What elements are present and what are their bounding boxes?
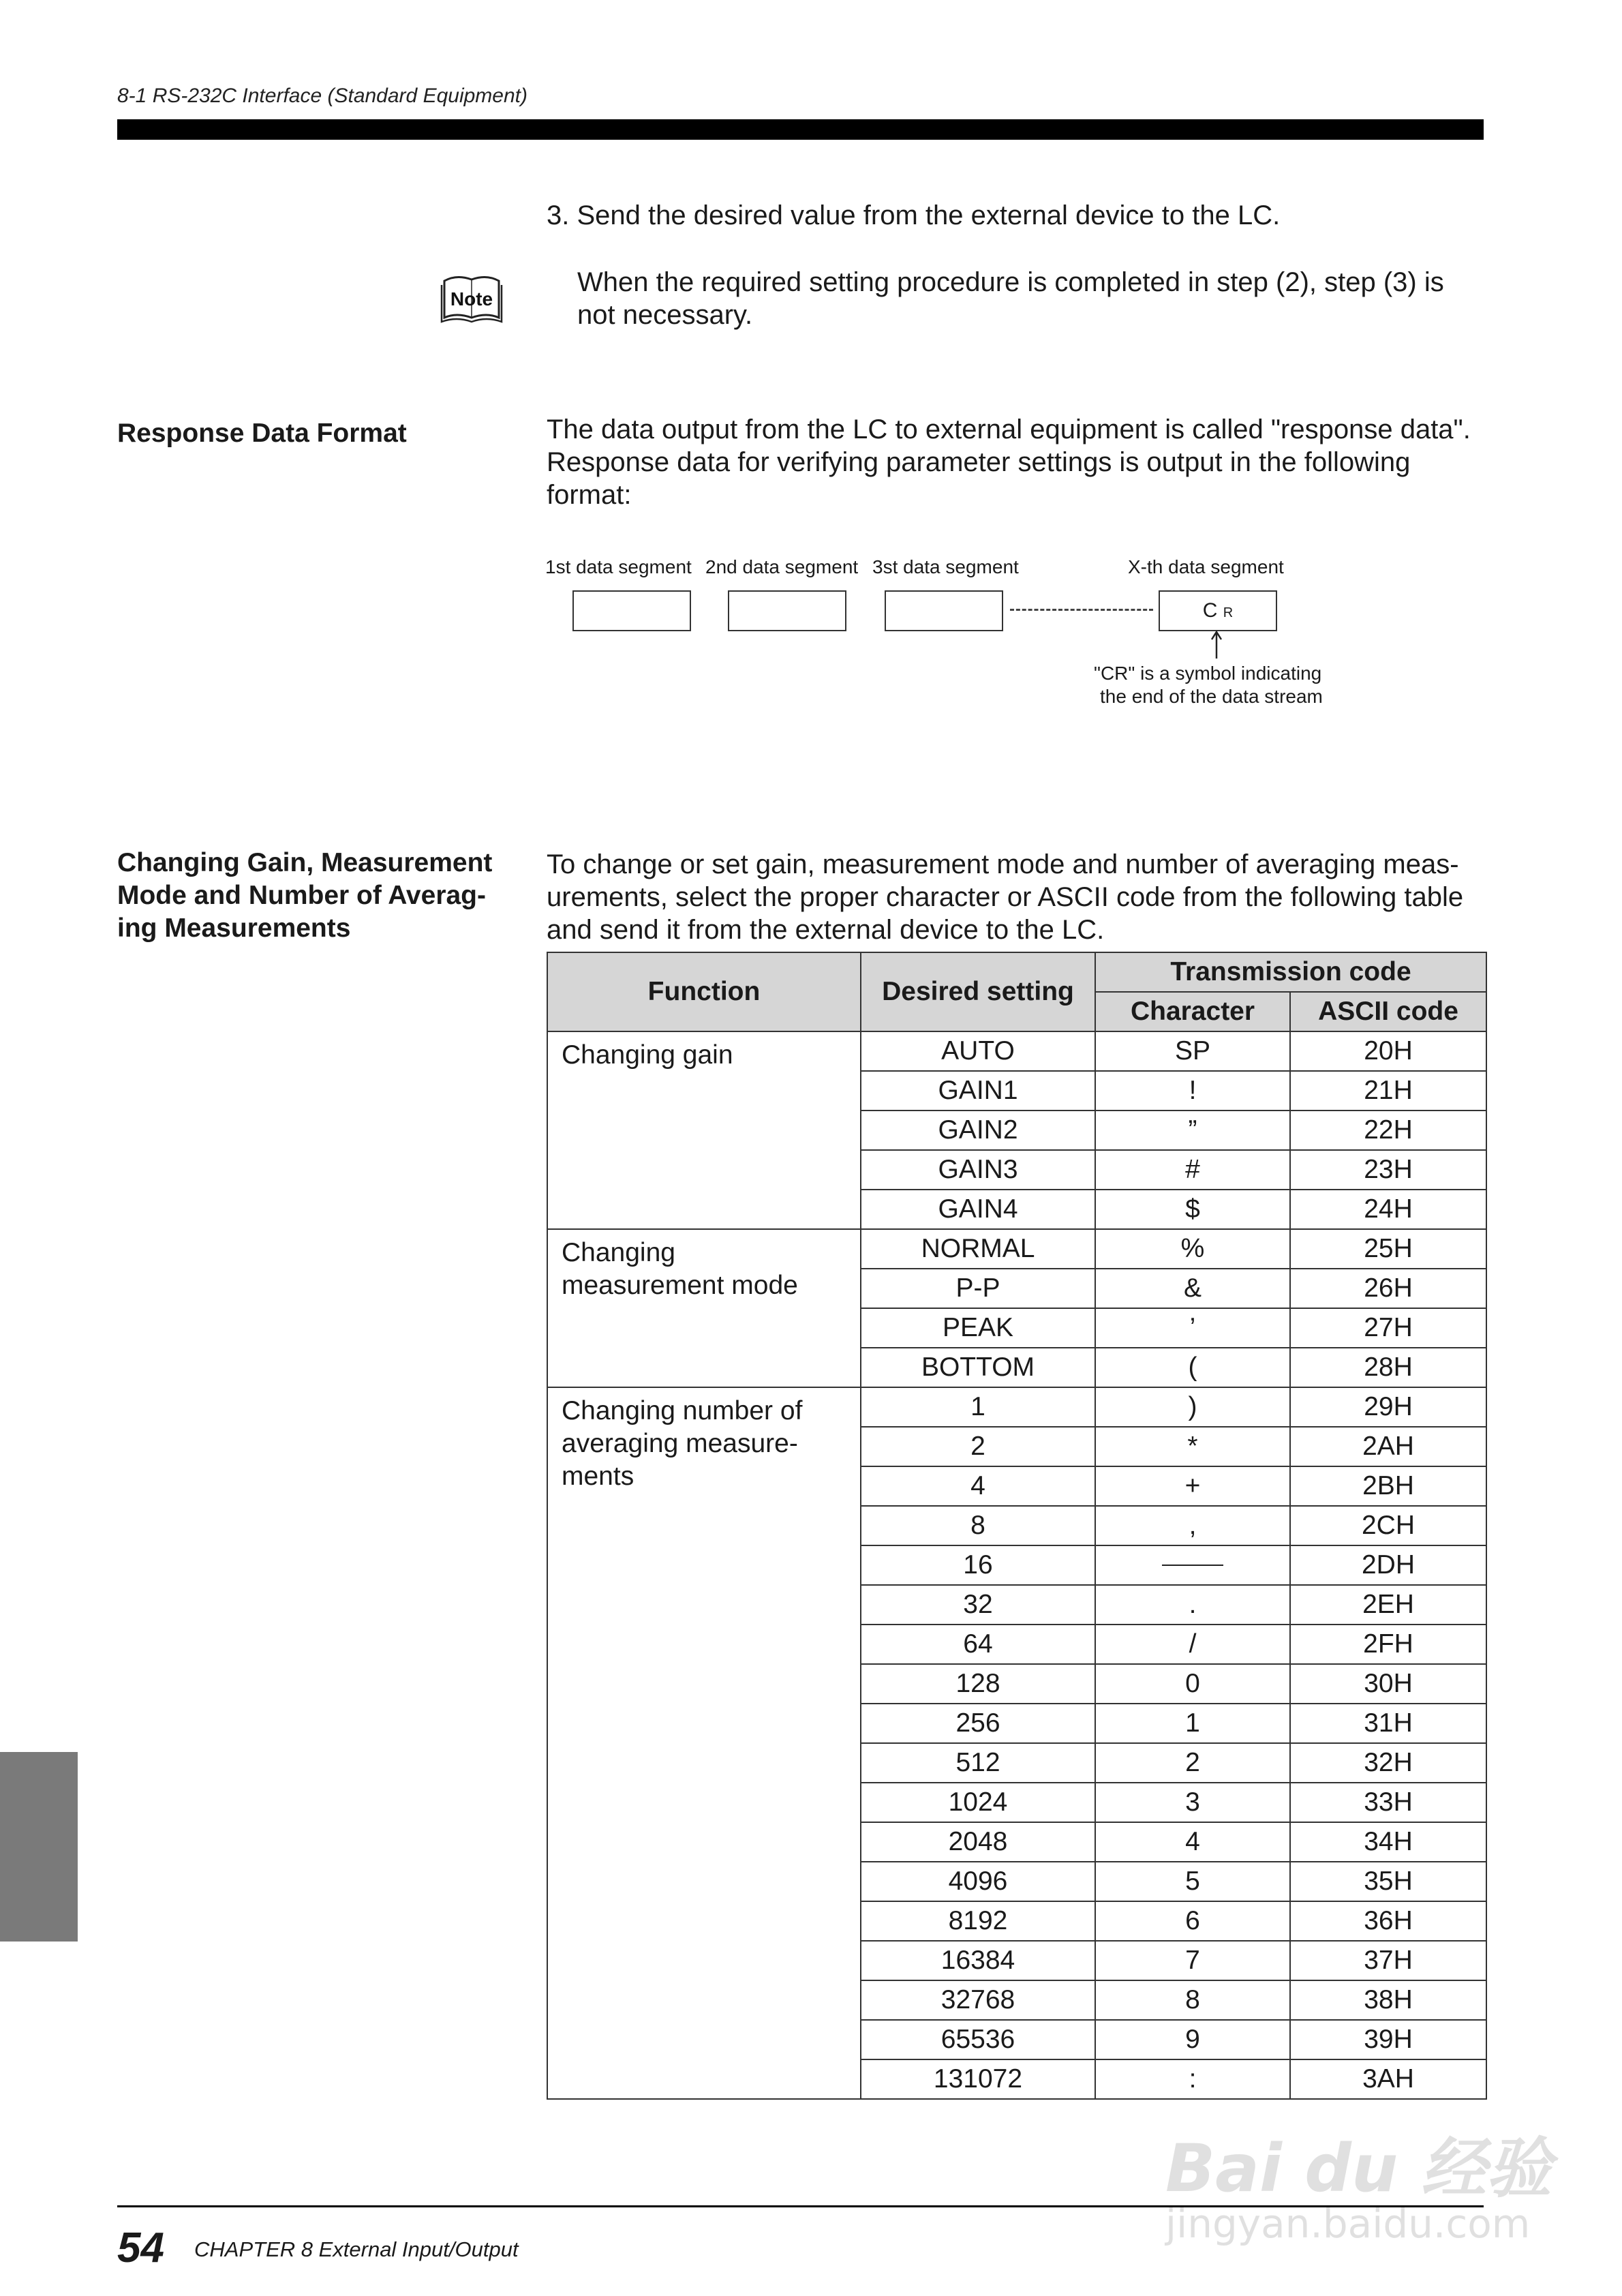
ascii-code-cell: 26H bbox=[1290, 1269, 1486, 1308]
ascii-code-cell: 2DH bbox=[1290, 1545, 1486, 1585]
desired-setting-cell: 16384 bbox=[861, 1941, 1095, 1980]
desired-setting-cell: 65536 bbox=[861, 2020, 1095, 2059]
desired-setting-cell: GAIN2 bbox=[861, 1111, 1095, 1150]
character-cell: * bbox=[1095, 1427, 1290, 1466]
ascii-code-cell: 31H bbox=[1290, 1704, 1486, 1743]
cr-note-line-2: the end of the data stream bbox=[1100, 686, 1323, 707]
desired-setting-cell: NORMAL bbox=[861, 1229, 1095, 1269]
segment-label-1: 1st data segment bbox=[545, 556, 692, 577]
ascii-code-cell: 38H bbox=[1290, 1980, 1486, 2020]
character-cell: ( bbox=[1095, 1348, 1290, 1387]
desired-setting-cell: GAIN1 bbox=[861, 1071, 1095, 1111]
desired-setting-cell: 8 bbox=[861, 1506, 1095, 1545]
function-cell bbox=[547, 1031, 861, 1229]
watermark-url: jingyan.baidu.com bbox=[1165, 2201, 1531, 2247]
note-text-line-2: not necessary. bbox=[577, 300, 753, 330]
segment-label-3: 3st data segment bbox=[872, 556, 1019, 577]
ascii-code-cell: 28H bbox=[1290, 1348, 1486, 1387]
cr-arrow bbox=[1206, 630, 1227, 662]
dash-rule-character bbox=[1162, 1565, 1223, 1566]
character-cell: : bbox=[1095, 2059, 1290, 2099]
character-cell: $ bbox=[1095, 1190, 1290, 1229]
header-function: Function bbox=[547, 952, 861, 1031]
ascii-code-cell: 35H bbox=[1290, 1862, 1486, 1901]
character-cell: SP bbox=[1095, 1031, 1290, 1071]
function-line: averaging measure- bbox=[562, 1429, 798, 1458]
character-cell: % bbox=[1095, 1229, 1290, 1269]
note-icon-label: Note bbox=[450, 288, 493, 309]
desired-setting-cell: 4096 bbox=[861, 1862, 1095, 1901]
character-cell: 3 bbox=[1095, 1783, 1290, 1822]
desired-setting-cell: 64 bbox=[861, 1625, 1095, 1664]
desired-setting-cell: 512 bbox=[861, 1743, 1095, 1783]
gain-heading-line-1: Changing Gain, Measurement bbox=[117, 848, 493, 877]
step-3-text: 3. Send the desired value from the external device to the LC. bbox=[547, 200, 1281, 230]
character-cell: & bbox=[1095, 1269, 1290, 1308]
header-desired-setting: Desired setting bbox=[861, 952, 1095, 1031]
data-segment-box-2 bbox=[728, 590, 846, 631]
desired-setting-cell: 2048 bbox=[861, 1822, 1095, 1862]
character-cell: # bbox=[1095, 1150, 1290, 1190]
function-line: Changing bbox=[562, 1238, 675, 1267]
running-header: 8-1 RS-232C Interface (Standard Equipment) bbox=[117, 85, 527, 107]
ascii-code-cell: 39H bbox=[1290, 2020, 1486, 2059]
character-cell: ) bbox=[1095, 1387, 1290, 1427]
function-line: measurement mode bbox=[562, 1271, 798, 1300]
gain-intro-line-2: urements, select the proper character or ASCII code from the following table bbox=[547, 882, 1464, 912]
page-number: 54 bbox=[117, 2224, 164, 2271]
ascii-code-cell: 22H bbox=[1290, 1111, 1486, 1150]
segment-continuation-dashes bbox=[1010, 609, 1153, 611]
ascii-code-cell: 30H bbox=[1290, 1664, 1486, 1704]
response-intro-line-3: format: bbox=[547, 480, 632, 510]
ascii-code-cell: 24H bbox=[1290, 1190, 1486, 1229]
desired-setting-cell: GAIN3 bbox=[861, 1150, 1095, 1190]
desired-setting-cell: P-P bbox=[861, 1269, 1095, 1308]
character-cell: ’ bbox=[1095, 1308, 1290, 1348]
ascii-code-cell: 37H bbox=[1290, 1941, 1486, 1980]
function-line: Changing number of bbox=[562, 1396, 803, 1425]
desired-setting-cell: 1 bbox=[861, 1387, 1095, 1427]
gain-heading-line-3: ing Measurements bbox=[117, 913, 351, 943]
table-row bbox=[547, 1229, 1486, 1269]
chapter-footer: CHAPTER 8 External Input/Output bbox=[194, 2237, 519, 2261]
chapter-thumb-tab bbox=[0, 1752, 78, 1942]
ascii-code-cell: 2BH bbox=[1290, 1466, 1486, 1506]
character-cell: 9 bbox=[1095, 2020, 1290, 2059]
character-cell: + bbox=[1095, 1466, 1290, 1506]
desired-setting-cell: 4 bbox=[861, 1466, 1095, 1506]
data-segment-box-1 bbox=[572, 590, 691, 631]
gain-intro-line-3: and send it from the external device to the LC. bbox=[547, 915, 1105, 945]
character-cell: . bbox=[1095, 1585, 1290, 1625]
segment-label-2: 2nd data segment bbox=[705, 556, 859, 577]
transmission-code-table bbox=[547, 952, 1487, 2100]
character-cell: 5 bbox=[1095, 1862, 1290, 1901]
table-row bbox=[547, 1387, 1486, 1427]
character-cell: ” bbox=[1095, 1111, 1290, 1150]
ascii-code-cell: 36H bbox=[1290, 1901, 1486, 1941]
desired-setting-cell: PEAK bbox=[861, 1308, 1095, 1348]
character-cell: 4 bbox=[1095, 1822, 1290, 1862]
ascii-code-cell: 34H bbox=[1290, 1822, 1486, 1862]
response-intro-line-2: Response data for verifying parameter settings is output in the following bbox=[547, 447, 1411, 477]
desired-setting-cell: 131072 bbox=[861, 2059, 1095, 2099]
ascii-code-cell: 2FH bbox=[1290, 1625, 1486, 1664]
gain-heading-line-2: Mode and Number of Averag- bbox=[117, 881, 486, 910]
ascii-code-cell: 2EH bbox=[1290, 1585, 1486, 1625]
character-cell: / bbox=[1095, 1625, 1290, 1664]
desired-setting-cell: 16 bbox=[861, 1545, 1095, 1585]
desired-setting-cell: 8192 bbox=[861, 1901, 1095, 1941]
header-transmission-code: Transmission code bbox=[1095, 952, 1486, 992]
watermark-brand: Bai du 经验 bbox=[1165, 2130, 1552, 2207]
desired-setting-cell: GAIN4 bbox=[861, 1190, 1095, 1229]
desired-setting-cell: 128 bbox=[861, 1664, 1095, 1704]
ascii-code-cell: 3AH bbox=[1290, 2059, 1486, 2099]
character-cell: 6 bbox=[1095, 1901, 1290, 1941]
desired-setting-cell: 1024 bbox=[861, 1783, 1095, 1822]
data-segment-box-3 bbox=[885, 590, 1003, 631]
ascii-code-cell: 2AH bbox=[1290, 1427, 1486, 1466]
character-cell bbox=[1095, 1545, 1290, 1585]
desired-setting-cell: 2 bbox=[861, 1427, 1095, 1466]
function-line: ments bbox=[562, 1462, 634, 1491]
header-ascii-code: ASCII code bbox=[1290, 992, 1486, 1031]
cr-note-line-1: "CR" is a symbol indicating bbox=[1094, 663, 1322, 684]
ascii-code-cell: 33H bbox=[1290, 1783, 1486, 1822]
function-cell bbox=[547, 1387, 861, 2099]
ascii-code-cell: 27H bbox=[1290, 1308, 1486, 1348]
desired-setting-cell: AUTO bbox=[861, 1031, 1095, 1071]
character-cell: 7 bbox=[1095, 1941, 1290, 1980]
header-rule bbox=[117, 119, 1484, 140]
table-row bbox=[547, 1031, 1486, 1071]
ascii-code-cell: 25H bbox=[1290, 1229, 1486, 1269]
note-icon bbox=[440, 271, 503, 324]
gain-intro-line-1: To change or set gain, measurement mode and number of averaging meas- bbox=[547, 849, 1459, 879]
character-cell: 2 bbox=[1095, 1743, 1290, 1783]
desired-setting-cell: 32768 bbox=[861, 1980, 1095, 2020]
desired-setting-cell: BOTTOM bbox=[861, 1348, 1095, 1387]
character-cell: 1 bbox=[1095, 1704, 1290, 1743]
function-line: Changing gain bbox=[562, 1040, 733, 1070]
response-data-format-heading: Response Data Format bbox=[117, 419, 407, 448]
ascii-code-cell: 21H bbox=[1290, 1071, 1486, 1111]
character-cell: , bbox=[1095, 1506, 1290, 1545]
desired-setting-cell: 32 bbox=[861, 1585, 1095, 1625]
ascii-code-cell: 32H bbox=[1290, 1743, 1486, 1783]
cr-terminator-box bbox=[1159, 590, 1277, 631]
ascii-code-cell: 23H bbox=[1290, 1150, 1486, 1190]
segment-label-x: X-th data segment bbox=[1128, 556, 1284, 577]
note-text-line-1: When the required setting procedure is completed in step (2), step (3) is bbox=[577, 267, 1444, 297]
character-cell: 0 bbox=[1095, 1664, 1290, 1704]
character-cell: 8 bbox=[1095, 1980, 1290, 2020]
ascii-code-cell: 2CH bbox=[1290, 1506, 1486, 1545]
cr-subscript: R bbox=[1223, 605, 1234, 620]
cr-label: C bbox=[1202, 599, 1218, 622]
header-character: Character bbox=[1095, 992, 1290, 1031]
desired-setting-cell: 256 bbox=[861, 1704, 1095, 1743]
ascii-code-cell: 29H bbox=[1290, 1387, 1486, 1427]
function-cell bbox=[547, 1229, 861, 1387]
character-cell: ! bbox=[1095, 1071, 1290, 1111]
ascii-code-cell: 20H bbox=[1290, 1031, 1486, 1071]
response-intro-line-1: The data output from the LC to external equipment is called "response data". bbox=[547, 414, 1471, 444]
